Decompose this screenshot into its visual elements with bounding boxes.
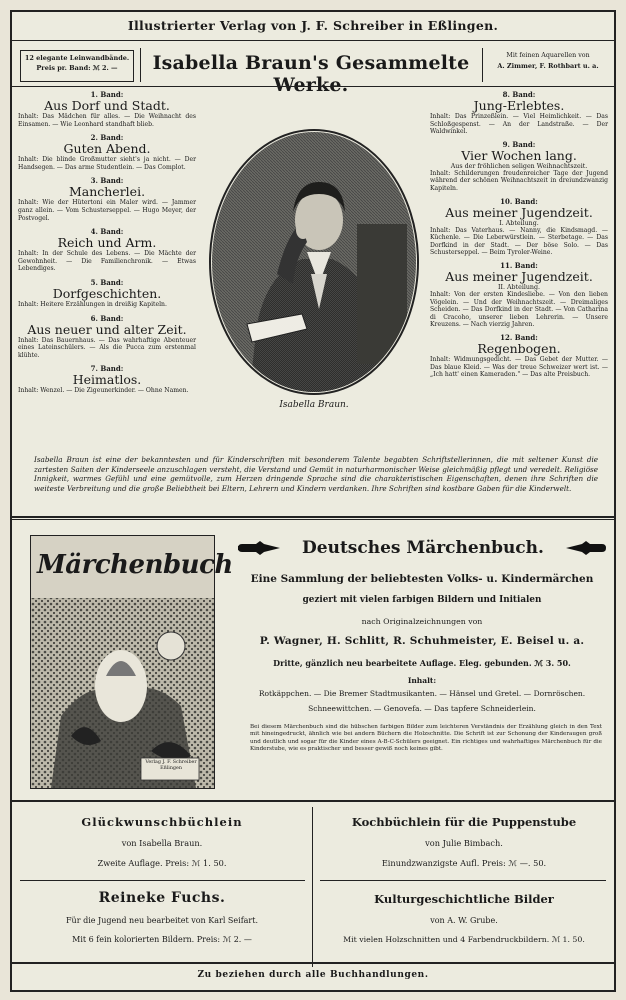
price-note-line2: Preis pr. Band: ℳ 2. —	[36, 64, 118, 72]
volume-entry	[18, 133, 196, 171]
volume-contents: Inhalt: Wie der Hütertoni ein Maler wird. — Jammer ganz allein. — Vom Schusterseppel. — Hugo Meyer, der Postvogel.	[18, 199, 196, 222]
cover-imprint: Verlag J. F. Schreiber Eßlingen	[145, 760, 197, 771]
aquarelle-note-2: A. Zimmer, F. Rothbart u. a.	[497, 62, 599, 70]
volume-contents: Inhalt: Das Bauernhaus. — Das wahrhaftige Abenteuer eines Lateinschülers. — Als die Pucca zum erstenmal klühte.	[18, 336, 196, 359]
volume-entry	[430, 197, 608, 257]
bottom-divider	[312, 807, 313, 967]
book3-title: Reineke Fuchs.	[98, 890, 226, 906]
bottom-right-rule	[320, 880, 606, 881]
volumes-left-column	[18, 90, 196, 400]
book2-price: Einundzwanzigste Aufl. Preis: ℳ —. 50.	[381, 858, 547, 868]
volume-subtitle: I. Abteilung.	[499, 219, 539, 227]
volume-number: 11. Band:	[500, 260, 538, 270]
volume-entry	[18, 227, 196, 273]
volume-title: Vier Wochen lang.	[461, 147, 577, 163]
maerchen-artists: P. Wagner, H. Schlitt, R. Schuhmeister, E. Beisel u. a.	[259, 635, 585, 647]
price-box	[20, 50, 134, 82]
volume-contents: Inhalt: Das Prinzeßlein. — Viel Heimlichkeit. — Das Schloßgespenst. — An der Landstraße. — Der Waldwinkel.	[430, 113, 608, 136]
book3-author: Für die Jugend neu bearbeitet von Karl Seifart.	[66, 916, 258, 925]
maerchen-inhalt-1: Rotkäppchen. — Die Bremer Stadtmusikanten. — Hänsel und Gretel. — Dornröschen.	[258, 689, 586, 698]
volume-number: 10. Band:	[500, 196, 538, 206]
book4-author: von A. W. Grube.	[430, 916, 498, 925]
aquarelle-note-1: Mit feinen Aquarellen von	[506, 52, 590, 59]
braun-description: Isabella Braun ist eine der bekanntesten und für Kinderschriften mit besonderem Talente begabten Schriftstellerinnen, die mit seltener Kunst die zartesten Saiten der Kinderseele anzuschlagen versteht, die Verstand und Gemüt in naturharmonischer Weise gleichmäßig pflegt und veredelt. Religiöse Innigkeit, warmes Gefühl und eine gemütvolle, zum Herzen dringende Sprache sind die charakteristischen Eigenschaften, denen ihre Schriften die weiteste Verbreitung und die große Beliebtheit bei Eltern, Lehrern und Kindern verdanken. Ihre Schriften sind kostbare Gaben für die Kinderwelt.	[34, 455, 598, 493]
volume-contents: Inhalt: Wenzel. — Die Zigeunerkinder. — Ohne Namen.	[18, 387, 189, 395]
header-rule	[12, 40, 614, 41]
volume-contents: Inhalt: Das Vaterhaus. — Nanny, die Kindsmagd. — Küchenle. — Die Leberwürstlein. — Sterbetage. — Das Dorfkind in der Stadt. — Der böse Solo. — Das Schusterseppel. — Beim Tyroler-Weine.	[430, 226, 608, 257]
volume-subtitle: Aus der fröhlichen seligen Weihnachtszeit.	[450, 162, 588, 170]
volume-entry	[430, 333, 608, 379]
volume-entry	[18, 90, 196, 128]
volume-number: 2. Band:	[90, 133, 124, 143]
book1-author: von Isabella Braun.	[121, 838, 203, 848]
volume-number: 3. Band:	[90, 176, 124, 186]
portrait-caption: Isabella Braun.	[279, 400, 349, 410]
braun-title: Isabella Braun's Gesammelte Werke.	[152, 52, 470, 96]
book4-price: Mit vielen Holzschnitten und 4 Farbendruckbildern. ℳ 1. 50.	[343, 935, 585, 944]
maerchen-originals-line: nach Originalzeichnungen von	[361, 617, 483, 626]
maerchen-inhalt-label: Inhalt:	[407, 676, 437, 685]
book2-author: von Julie Bimbach.	[425, 838, 503, 848]
price-note-line1: 12 elegante Leinwandbände.	[24, 54, 130, 62]
maerchen-note: Bei diesem Märchenbuch sind die hübschen farbigen Bilder zum leichteren Verständnis der Erzählung gleich in den Text mit hineingedruckt, ähnlich wie bei andern Büchern die Holzschnitte. Die Schrift ist zur Schonung der Kinderaugen groß und deutlich und sogar für die Kinder eines A-B-C-Schülers geeignet. Ein richtiges und wahrhaftiges Märchenbuch für die Kinderstube, wie es praktischer und besser gewiß noch keines gibt.	[250, 724, 602, 753]
volume-number: 6. Band:	[90, 313, 124, 323]
cover-title: Märchenbuch	[37, 550, 233, 580]
book1-title: Glückwunschbüchlein	[81, 815, 243, 829]
volume-title: Aus neuer und alter Zeit.	[27, 321, 187, 337]
volume-title: Heimatlos.	[72, 372, 142, 388]
volume-title: Aus meiner Jugendzeit.	[445, 204, 593, 220]
volume-entry	[430, 261, 608, 329]
publisher-header: Illustrierter Verlag von J. F. Schreiber in Eßlingen.	[127, 18, 499, 33]
book1-price: Zweite Auflage. Preis: ℳ 1. 50.	[97, 858, 227, 868]
title-rule	[12, 86, 614, 87]
author-portrait	[207, 124, 421, 414]
maerchen-subtitle: Eine Sammlung der beliebtesten Volks- u. Kindermärchen	[250, 573, 594, 585]
advertisement-page	[10, 10, 616, 992]
volume-subtitle: II. Abteilung.	[498, 283, 540, 291]
volumes-right-column	[430, 90, 608, 383]
volume-number: 4. Band:	[90, 227, 124, 237]
volume-title: Jung-Erlebtes.	[473, 98, 565, 113]
title-divider-right	[482, 48, 483, 82]
volume-title: Regenbogen.	[477, 340, 561, 356]
section-rule-1b	[12, 519, 614, 520]
pointing-hand-left-icon	[234, 540, 282, 556]
maerchen-inhalt-2: Schneewittchen. — Genovefa. — Das tapfere Schneiderlein.	[308, 704, 536, 713]
volume-contents: Inhalt: Heitere Erzählungen in dreißig Kapiteln.	[18, 300, 167, 308]
footer-rule	[12, 962, 614, 964]
volume-contents: Inhalt: Die blinde Großmutter sieht's ja nicht. — Der Handsegen. — Das arme Studentlein. — Das Complot.	[18, 156, 196, 171]
volume-contents: Inhalt: Das Mädchen für alles. — Die Weihnacht des Einsamen. — Wie Leonhard standhaft blieb.	[18, 113, 196, 128]
volume-title: Dorfgeschichten.	[52, 285, 162, 301]
book3-price: Mit 6 fein kolorierten Bildern. Preis: ℳ 2. —	[72, 935, 252, 944]
volume-number: 1. Band:	[90, 90, 124, 99]
section-rule-1	[12, 516, 614, 518]
book4-title: Kulturgeschichtliche Bilder	[374, 892, 554, 906]
book2-title: Kochbüchlein für die Puppenstube	[351, 815, 577, 829]
volume-contents: Inhalt: Schilderungen freudenreicher Tage der Jugend während der schönen Weihnachtszeit in dreiundzwanzig Kapiteln.	[430, 169, 608, 192]
volume-number: 8. Band:	[502, 90, 536, 99]
title-divider-left	[140, 48, 141, 82]
volume-title: Guten Abend.	[63, 141, 151, 157]
volume-contents: Inhalt: Von der ersten Kindesliebe. — Von den lieben Vögelein. — Und der Weihnachtszeit. — Dreimaliges Scheiden. — Das Dorfkind in der Stadt. — Von Catharina di Cracoho, unserer lieben Lehrerin. — Unsere Kreuzens. — Nach vierzig Jahren.	[430, 290, 608, 329]
volume-title: Reich und Arm.	[57, 235, 157, 251]
volume-entry	[18, 278, 196, 309]
volume-entry	[18, 176, 196, 222]
volume-number: 9. Band:	[502, 139, 536, 149]
maerchen-title: Deutsches Märchenbuch.	[302, 538, 544, 558]
volume-title: Aus Dorf und Stadt.	[44, 98, 170, 113]
volume-number: 12. Band:	[500, 332, 538, 342]
footer-text: Zu beziehen durch alle Buchhandlungen.	[197, 970, 429, 980]
volume-contents: Inhalt: In der Schule des Lebens. — Die Mächte der Gewohnheit. — Die Familienchronik. — Etwas Lebendiges.	[18, 250, 196, 273]
bottom-left-rule	[20, 880, 305, 881]
portrait-image	[207, 124, 421, 414]
maerchen-cover	[30, 535, 233, 789]
volume-title: Mancherlei.	[68, 184, 146, 200]
volume-entry	[430, 90, 608, 136]
section-rule-2	[12, 800, 614, 802]
volume-entry	[18, 364, 196, 395]
volume-contents: Inhalt: Widmungsgedicht. — Das Gebet der Mutter. — Das blaue Kleid. — Was der treue Schweizer wert ist. — „Ich hatt' einen Kameraden." — Das alte Preisbuch.	[430, 355, 608, 379]
volume-number: 5. Band:	[90, 277, 124, 287]
volume-entry	[430, 140, 608, 193]
volume-title: Aus meiner Jugendzeit.	[445, 268, 593, 284]
volume-entry	[18, 314, 196, 360]
volume-number: 7. Band:	[90, 364, 124, 374]
pointing-hand-right-icon	[564, 540, 608, 556]
maerchen-edition: Dritte, gänzlich neu bearbeitete Auflage. Eleg. gebunden. ℳ 3. 50.	[273, 658, 571, 668]
maerchen-decoration-line: geziert mit vielen farbigen Bildern und Initialen	[302, 595, 542, 605]
